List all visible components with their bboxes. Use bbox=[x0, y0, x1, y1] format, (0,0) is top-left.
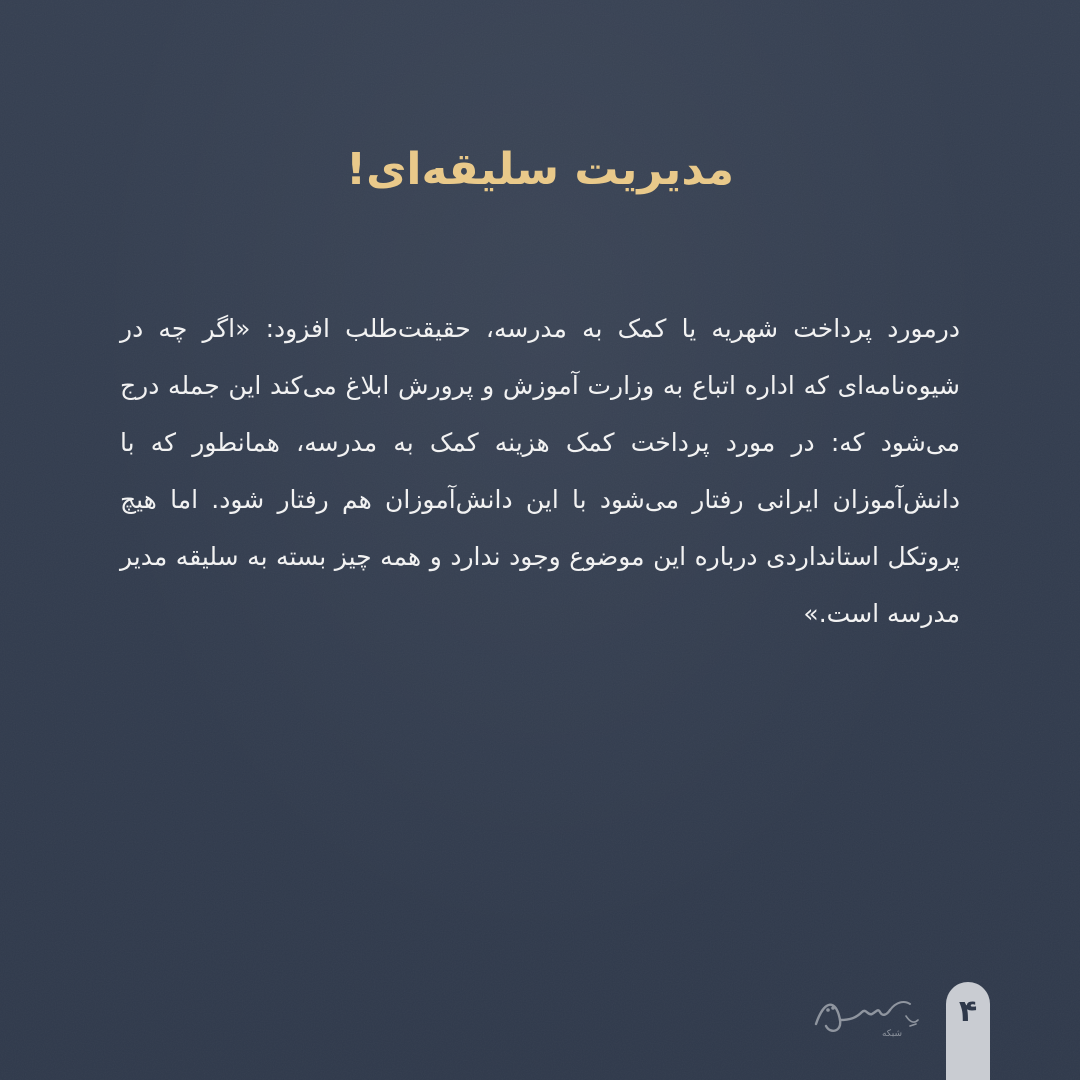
page-title: مدیریت سلیقه‌ای! bbox=[346, 144, 734, 195]
article-paragraph: درمورد پرداخت شهریه یا کمک به مدرسه، حقیقت‌طلب افزود: «اگر چه در شیوه‌نامه‌ای که اداره اتباع به وزارت آموزش و پرورش ابلاغ می‌کند این جمله درج می‌شود که: در مورد پرداخت کمک هزینه کمک به مدرسه، همانطور که با دانش‌آموزان ایرانی رفتار می‌شود با این دانش‌آموزان هم رفتار شود. اما هیچ پروتکل استانداردی درباره این موضوع وجود ندارد و همه چیز بسته به سلیقه مدیر مدرسه است.» bbox=[120, 314, 960, 628]
page-number: ۴ bbox=[958, 994, 978, 1029]
logo-subtext: شبکه bbox=[881, 1029, 902, 1039]
page-number-tab bbox=[946, 982, 990, 1080]
shargh-logo bbox=[806, 990, 926, 1042]
